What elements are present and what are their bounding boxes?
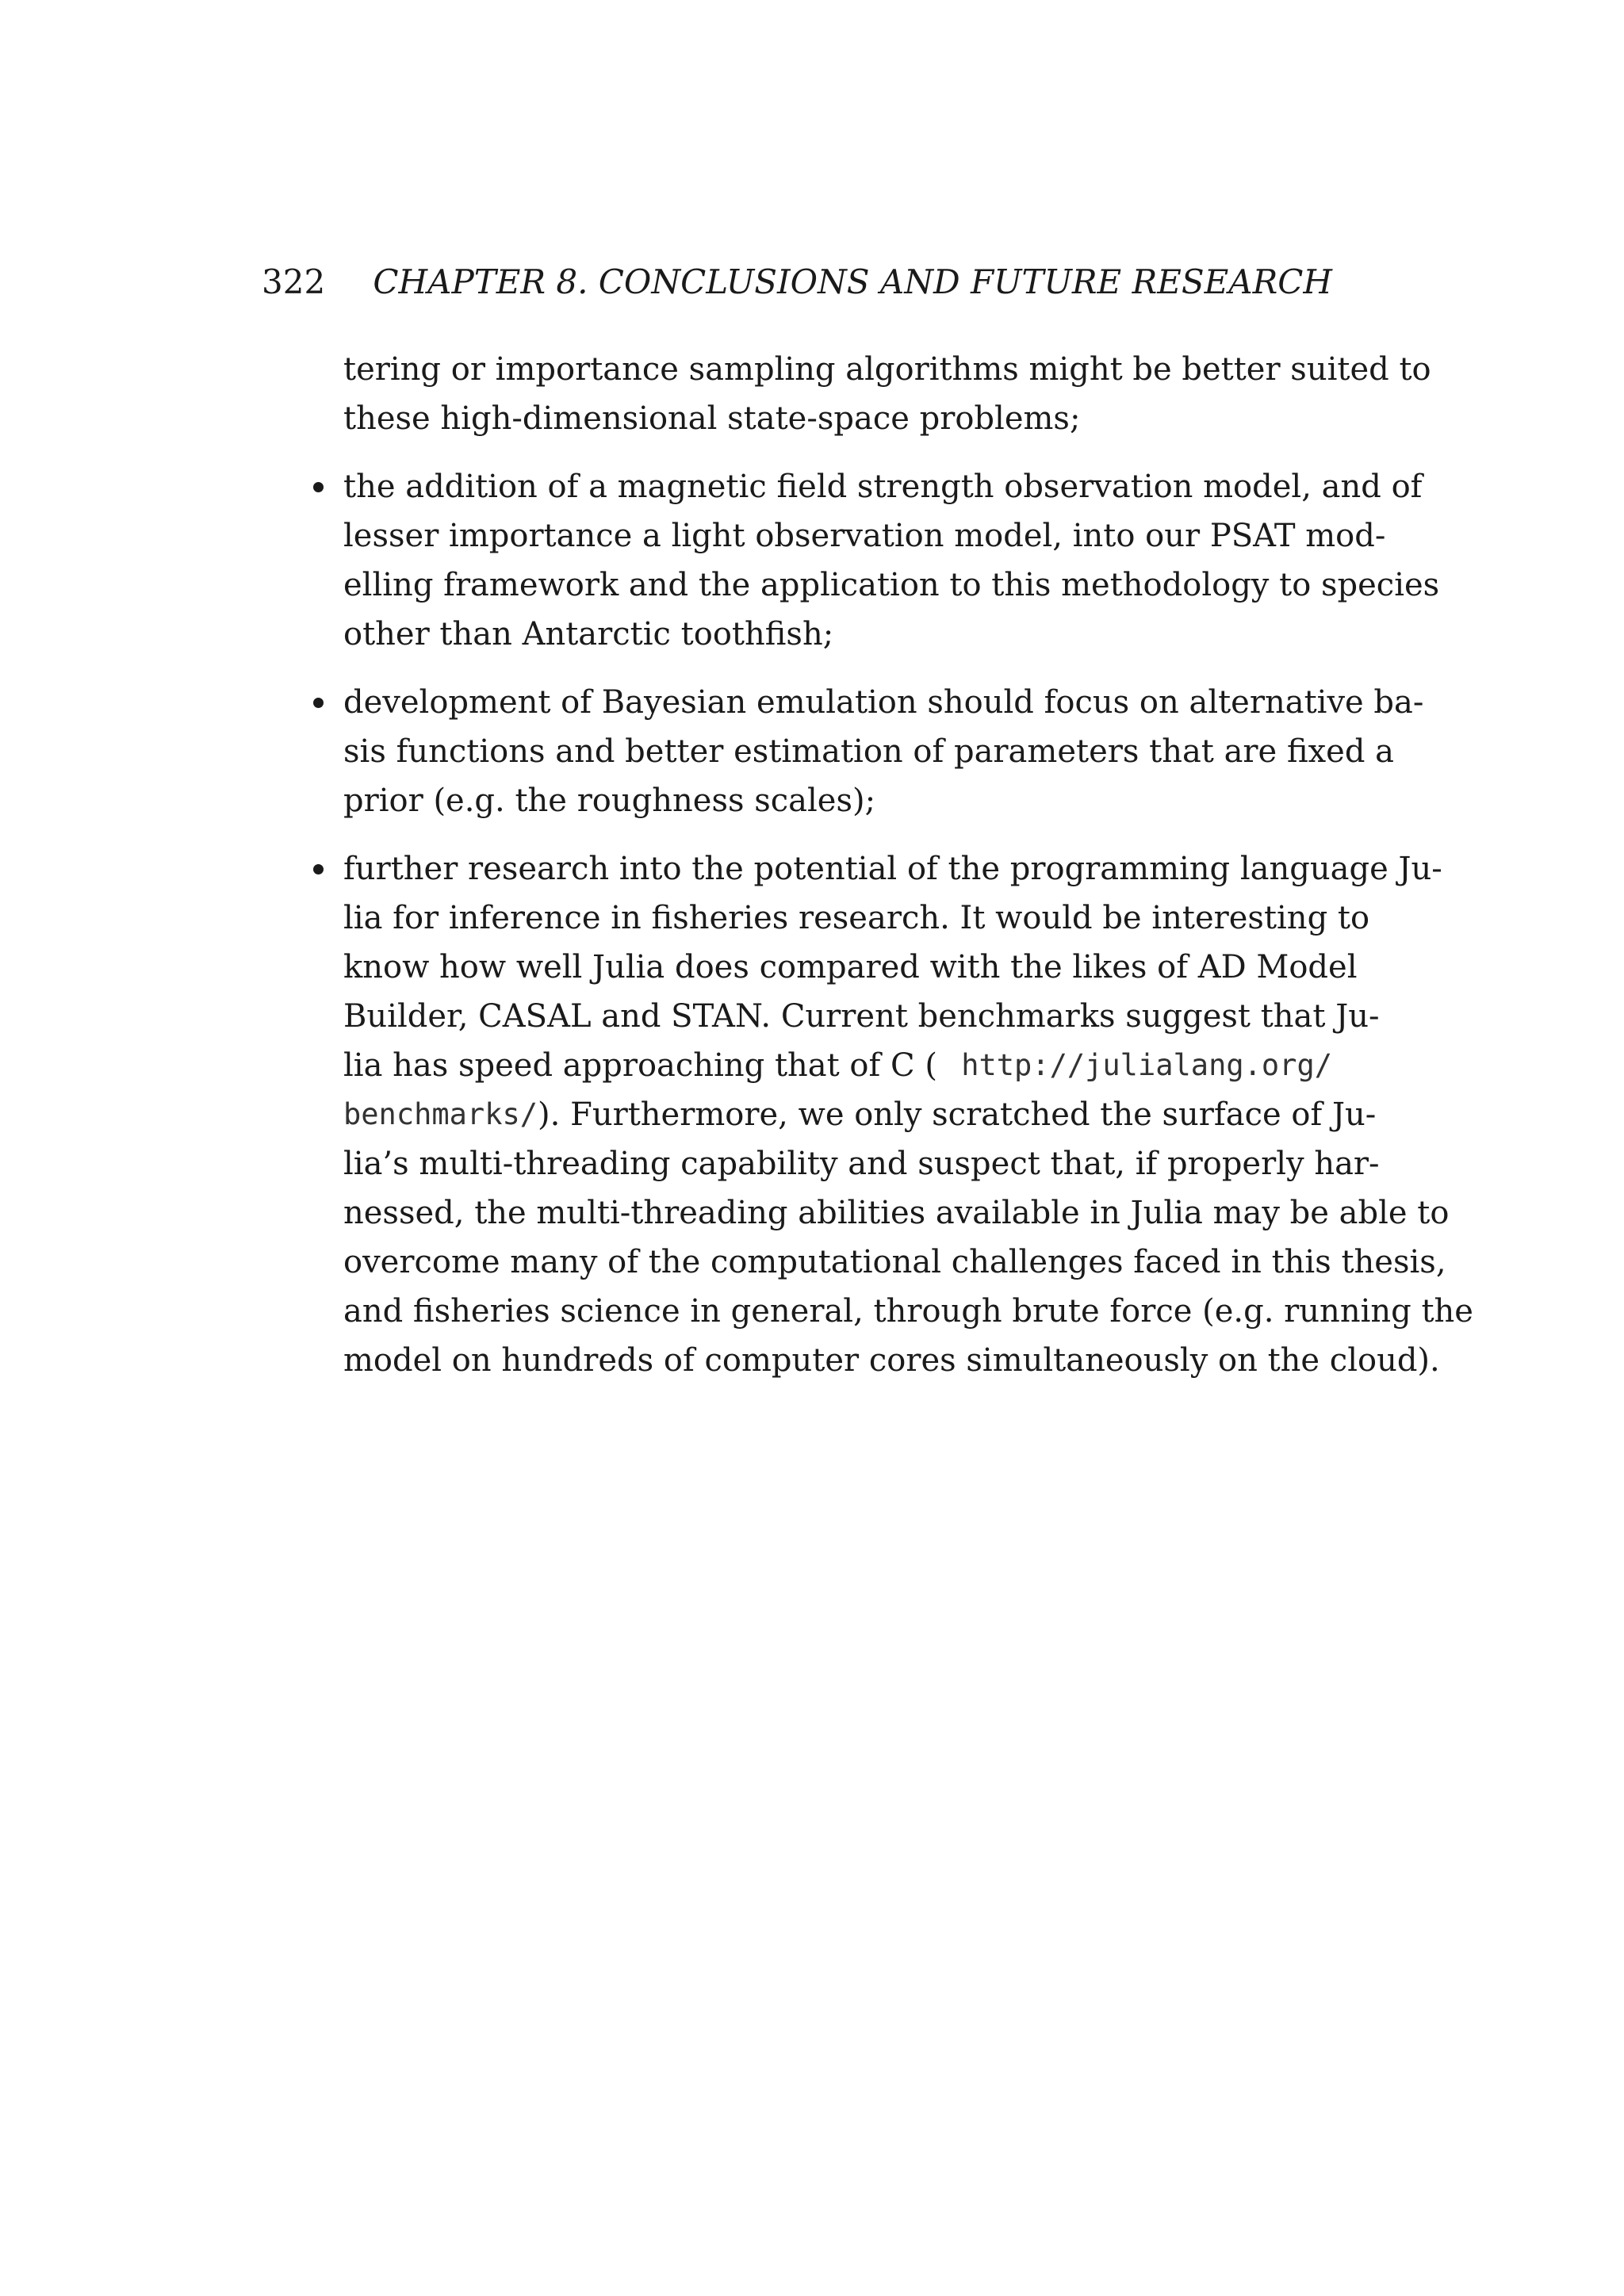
text-line bbox=[343, 1090, 1377, 1139]
url-link-continued[interactable]: benchmarks/ bbox=[343, 1097, 538, 1131]
text-line: tering or importance sampling algorithms might be better suited to bbox=[343, 351, 1431, 388]
running-head: CHAPTER 8. CONCLUSIONS AND FUTURE RESEARCH bbox=[373, 262, 1332, 301]
text-line: other than Antarctic toothfish; bbox=[343, 616, 834, 652]
bullet-item-magnetic-field bbox=[343, 462, 1440, 659]
text-line: further research into the potential of the programming language Ju- bbox=[343, 851, 1442, 887]
text-line: lia’s multi-threading capability and suspect that, if properly har- bbox=[343, 1146, 1380, 1182]
page-number: 322 bbox=[262, 262, 326, 301]
text-line: these high-dimensional state-space problems; bbox=[343, 400, 1081, 437]
text-line: the addition of a magnetic field strength observation model, and of bbox=[343, 469, 1423, 505]
text-span: lia has speed approaching that of C ( bbox=[343, 1047, 937, 1084]
text-line: overcome many of the computational challenges faced in this thesis, bbox=[343, 1244, 1446, 1280]
text-line: and fisheries science in general, through brute force (e.g. running the bbox=[343, 1293, 1473, 1330]
bullet-item-julia-research bbox=[343, 844, 1473, 1385]
text-line: know how well Julia does compared with the likes of AD Model bbox=[343, 949, 1358, 985]
text-line: Builder, CASAL and STAN. Current benchmarks suggest that Ju- bbox=[343, 998, 1380, 1035]
page-body bbox=[343, 345, 1473, 1404]
text-line: sis functions and better estimation of parameters that are fixed a bbox=[343, 733, 1395, 770]
text-line: nessed, the multi-threading abilities available in Julia may be able to bbox=[343, 1195, 1450, 1231]
text-line: lia for inference in fisheries research. It would be interesting to bbox=[343, 900, 1370, 936]
text-line: model on hundreds of computer cores simultaneously on the cloud). bbox=[343, 1342, 1440, 1379]
bullet-icon bbox=[310, 844, 326, 894]
text-line: elling framework and the application to this methodology to species bbox=[343, 567, 1440, 603]
bullet-item-bayesian-emulation bbox=[343, 678, 1424, 825]
text-line: development of Bayesian emulation should focus on alternative ba- bbox=[343, 684, 1424, 721]
text-span: ). Furthermore, we only scratched the surface of Ju- bbox=[538, 1096, 1377, 1133]
page-header bbox=[262, 260, 1332, 304]
url-link[interactable]: http://julialang.org/ bbox=[961, 1048, 1332, 1082]
bullet-icon bbox=[310, 678, 326, 727]
continuation-paragraph bbox=[343, 345, 1431, 443]
text-line: lesser importance a light observation model, into our PSAT mod- bbox=[343, 518, 1386, 554]
text-line bbox=[343, 1041, 1332, 1090]
bullet-icon bbox=[310, 462, 326, 511]
text-line: prior (e.g. the roughness scales); bbox=[343, 783, 876, 819]
